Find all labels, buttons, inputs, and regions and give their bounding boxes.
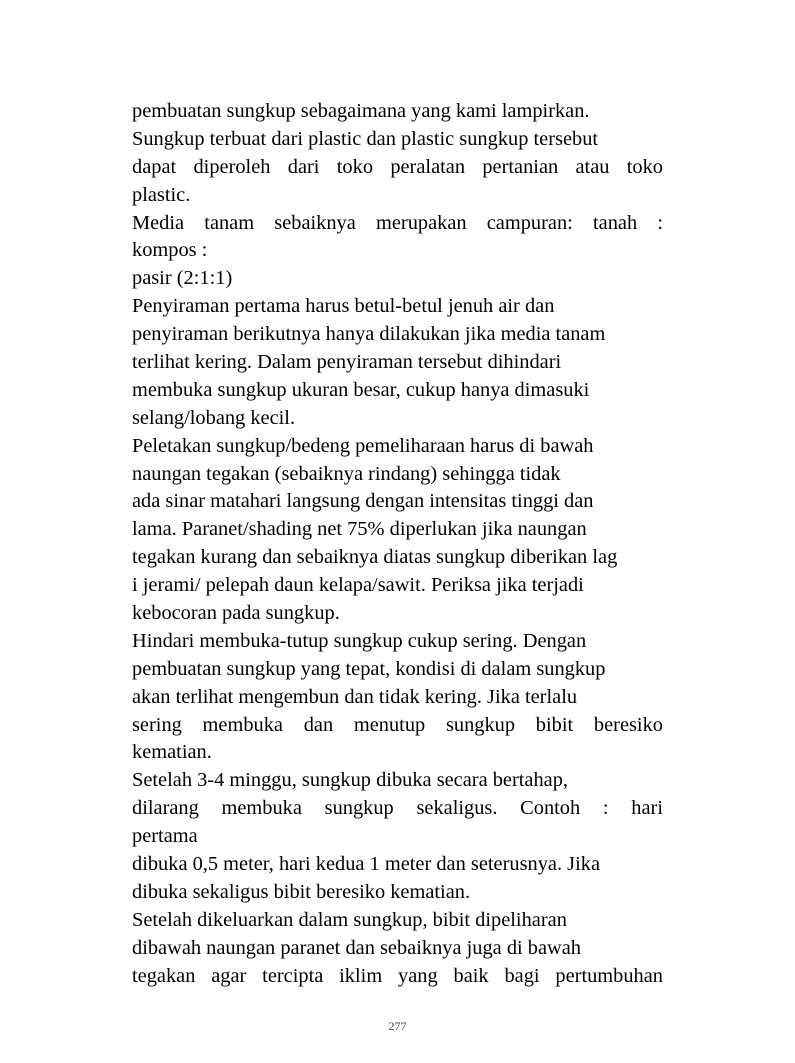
text-line: plastic. [132,183,191,206]
text-line: pembuatan sungkup yang tepat, kondisi di dalam sungkup [132,657,606,680]
text-line: dibawah naungan paranet dan sebaiknya juga di bawah [132,936,581,959]
page-number: 277 [388,1019,407,1033]
text-line: kebocoran pada sungkup. [132,602,340,625]
text-line: penyiraman berikutnya hanya dilakukan jika media tanam [132,323,606,346]
text-line: Sungkup terbuat dari plastic dan plastic sungkup tersebut [132,127,599,150]
text-line: Media tanam sebaiknya merupakan campuran: tanah : [132,211,663,234]
text-line: lama. Paranet/shading net 75% diperlukan jika naungan [132,518,587,541]
text-line: tegakan agar tercipta iklim yang baik bagi pertumbuhan [132,964,663,987]
text-line: kompos : [132,239,208,262]
text-line: akan terlihat mengembun dan tidak kering. Jika terlalu [132,685,578,708]
body-text [132,98,663,991]
text-line: pembuatan sungkup sebagaimana yang kami lampirkan. [132,100,590,122]
text-line: naungan tegakan (sebaiknya rindang) sehingga tidak [132,462,561,485]
text-line: dapat diperoleh dari toko peralatan pertanian atau toko [132,155,663,178]
text-line: Setelah 3-4 minggu, sungkup dibuka secara bertahap, [132,769,569,792]
text-line: i jerami/ pelepah daun kelapa/sawit. Periksa jika terjadi [132,574,584,597]
text-line: pertama [132,825,198,848]
text-line: Hindari membuka-tutup sungkup cukup sering. Dengan [132,629,587,652]
text-line: Peletakan sungkup/bedeng pemeliharaan harus di bawah [132,434,594,457]
text-line: dilarang membuka sungkup sekaligus. Contoh : hari [132,797,663,820]
text-line: kematian. [132,741,212,764]
text-line: dibuka sekaligus bibit beresiko kematian. [132,880,471,903]
text-line: ada sinar matahari langsung dengan intensitas tinggi dan [132,490,594,513]
text-line: selang/lobang kecil. [132,406,296,429]
text-line: sering membuka dan menutup sungkup bibit beresiko [132,713,663,736]
text-line: tegakan kurang dan sebaiknya diatas sungkup diberikan lag [132,546,618,569]
text-line: Penyiraman pertama harus betul-betul jenuh air dan [132,295,555,318]
text-line: membuka sungkup ukuran besar, cukup hanya dimasuki [132,378,590,401]
text-line: terlihat kering. Dalam penyiraman tersebut dihindari [132,351,562,374]
text-line: Setelah dikeluarkan dalam sungkup, bibit dipeliharan [132,908,567,931]
text-line: dibuka 0,5 meter, hari kedua 1 meter dan seterusnya. Jika [132,853,601,876]
text-line: pasir (2:1:1) [132,267,233,290]
